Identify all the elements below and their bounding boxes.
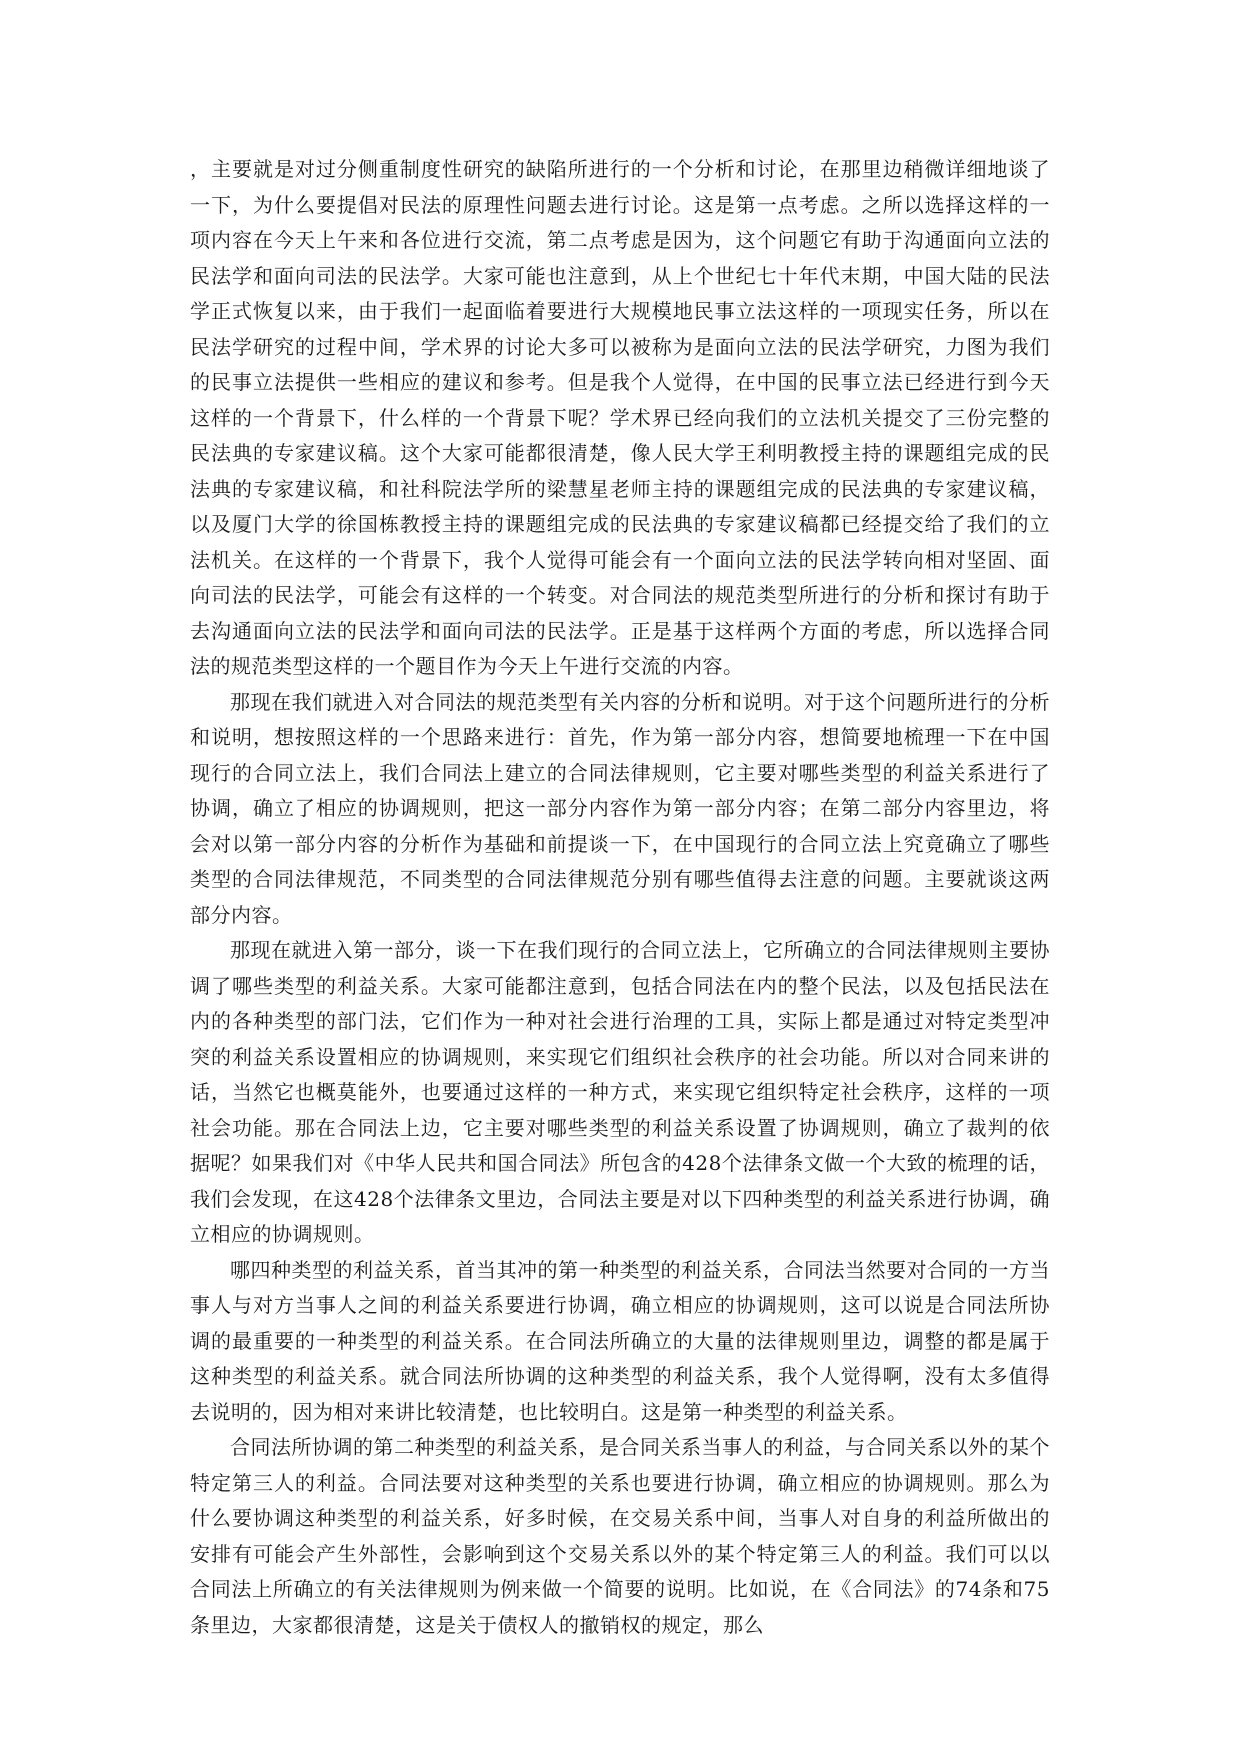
paragraph: 那现在就进入第一部分，谈一下在我们现行的合同立法上，它所确立的合同法律规则主要协调了哪些类型的利益关系。大家可能都注意到，包括合同法在内的整个民法，以及包括民法在内的各种类型的部门法，它们作为一种对社会进行治理的工具，实际上都是通过对特定类型冲突的利益关系设置相应的协调规则，来实现它们组织社会秩序的社会功能。所以对合同来讲的话，当然它也概莫能外，也要通过这样的一种方式，来实现它组织特定社会秩序，这样的一项社会功能。那在合同法上边，它主要对哪些类型的利益关系设置了协调规则，确立了裁判的依据呢？如果我们对《中华人民共和国合同法》所包含的428个法律条文做一个大致的梳理的话，我们会发现，在这428个法律条文里边，合同法主要是对以下四种类型的利益关系进行协调，确立相应的协调规则。 (190, 938, 1050, 1246)
paragraph: 哪四种类型的利益关系，首当其冲的第一种类型的利益关系，合同法当然要对合同的一方当事人与对方当事人之间的利益关系要进行协调，确立相应的协调规则，这可以说是合同法所协调的最重要的一种类型的利益关系。在合同法所确立的大量的法律规则里边，调整的都是属于这种类型的利益关系。就合同法所协调的这种类型的利益关系，我个人觉得啊，没有太多值得去说明的，因为相对来讲比较清楚，也比较明白。这是第一种类型的利益关系。 (190, 1257, 1050, 1424)
paragraph: 那现在我们就进入对合同法的规范类型有关内容的分析和说明。对于这个问题所进行的分析和说明，想按照这样的一个思路来进行：首先，作为第一部分内容，想简要地梳理一下在中国现行的合同立法上，我们合同法上建立的合同法律规则，它主要对哪些类型的利益关系进行了协调，确立了相应的协调规则，把这一部分内容作为第一部分内容；在第二部分内容里边，将会对以第一部分内容的分析作为基础和前提谈一下，在中国现行的合同立法上究竟确立了哪些类型的合同法律规范，不同类型的合同法律规范分别有哪些值得去注意的问题。主要就谈这两部分内容。 (190, 689, 1050, 927)
paragraph: ，主要就是对过分侧重制度性研究的缺陷所进行的一个分析和讨论，在那里边稍微详细地谈了一下，为什么要提倡对民法的原理性问题去进行讨论。这是第一点考虑。之所以选择这样的一项内容在今天上午来和各位进行交流，第二点考虑是因为，这个问题它有助于沟通面向立法的民法学和面向司法的民法学。大家可能也注意到，从上个世纪七十年代末期，中国大陆的民法学正式恢复以来，由于我们一起面临着要进行大规模地民事立法这样的一项现实任务，所以在民法学研究的过程中间，学术界的讨论大多可以被称为是面向立法的民法学研究，力图为我们的民事立法提供一些相应的建议和参考。但是我个人觉得，在中国的民事立法已经进行到今天这样的一个背景下，什么样的一个背景下呢？学术界已经向我们的立法机关提交了三份完整的民法典的专家建议稿。这个大家可能都很清楚，像人民大学王利明教授主持的课题组完成的民法典的专家建议稿，和社科院法学所的梁慧星老师主持的课题组完成的民法典的专家建议稿，以及厦门大学的徐国栋教授主持的课题组完成的民法典的专家建议稿都已经提交给了我们的立法机关。在这样的一个背景下，我个人觉得可能会有一个面向立法的民法学转向相对坚固、面向司法的民法学，可能会有这样的一个转变。对合同法的规范类型所进行的分析和探讨有助于去沟通面向立法的民法学和面向司法的民法学。正是基于这样两个方面的考虑，所以选择合同法的规范类型这样的一个题目作为今天上午进行交流的内容。 (190, 157, 1050, 678)
body-text (190, 152, 1050, 1643)
paragraph: 合同法所协调的第二种类型的利益关系，是合同关系当事人的利益，与合同关系以外的某个特定第三人的利益。合同法要对这种类型的关系也要进行协调，确立相应的协调规则。那么为什么要协调这种类型的利益关系，好多时候，在交易关系中间，当事人对自身的利益所做出的安排有可能会产生外部性，会影响到这个交易关系以外的某个特定第三人的利益。我们可以以合同法上所确立的有关法律规则为例来做一个简要的说明。比如说，在《合同法》的74条和75条里边，大家都很清楚，这是关于债权人的撤销权的规定，那么 (190, 1435, 1050, 1637)
